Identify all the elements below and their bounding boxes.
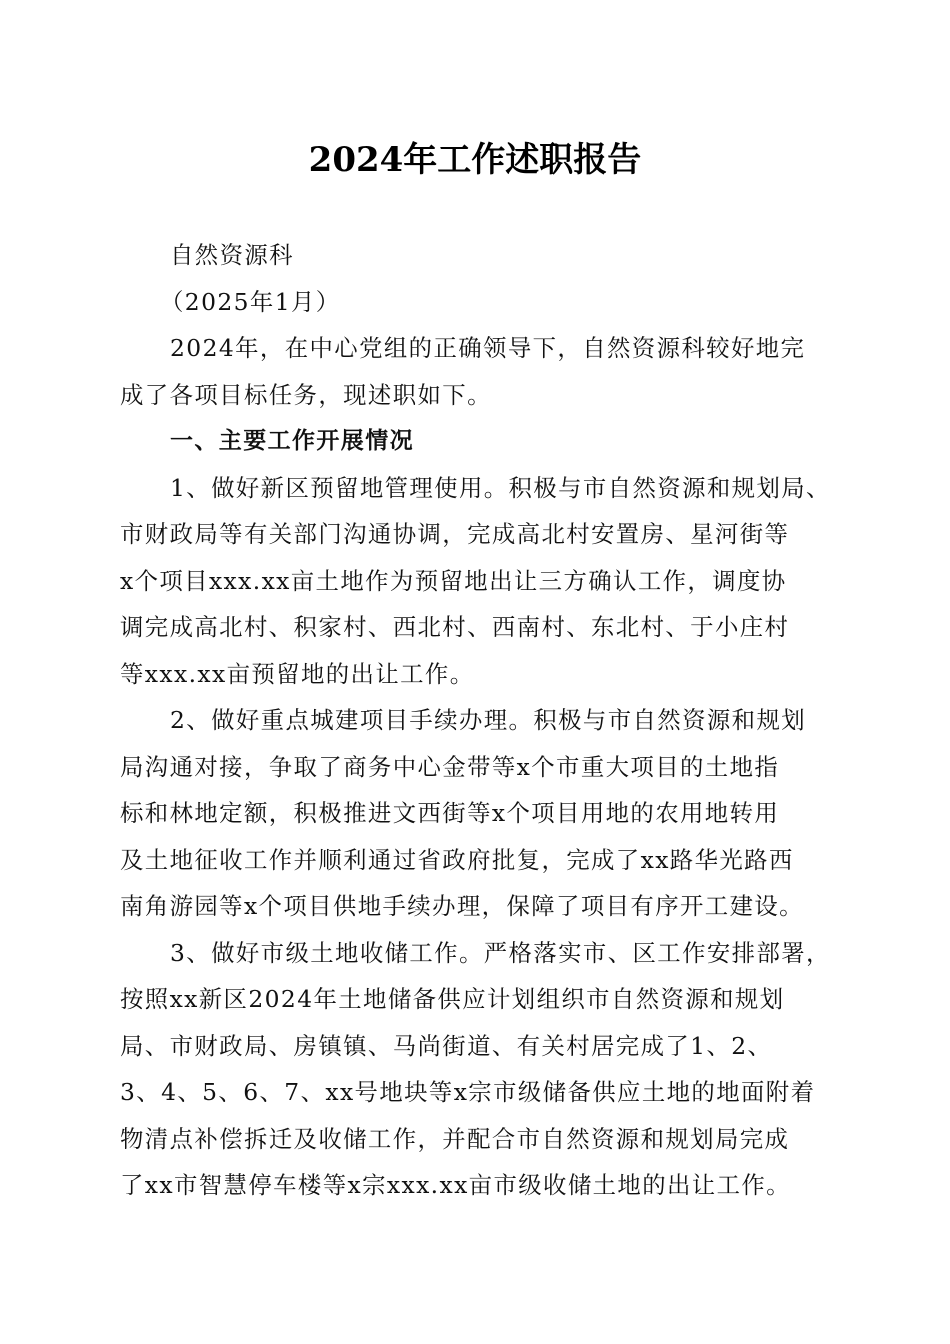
department-line: 自然资源科 xyxy=(170,241,294,269)
item1-line: 1、做好新区预留地管理使用。积极与市自然资源和规划局、 xyxy=(170,473,831,502)
item2-line: 标和林地定额，积极推进文西街等x个项目用地的农用地转用 xyxy=(120,799,780,827)
document-body xyxy=(120,232,840,1209)
date-line: （2025年1月） xyxy=(160,287,341,316)
item3-line: 局、市财政局、房镇镇、马尚街道、有关村居完成了1、2、 xyxy=(120,1031,773,1060)
document-title: 2024年工作述职报告 xyxy=(308,140,642,180)
item3-line: 3、做好市级土地收储工作。严格落实市、区工作安排部署， xyxy=(170,938,831,967)
item2-line: 局沟通对接，争取了商务中心金带等x个市重大项目的土地指 xyxy=(120,752,780,781)
item2-line: 及土地征收工作并顺利通过省政府批复，完成了xx路华光路西 xyxy=(120,845,794,874)
item3-line: 按照xx新区2024年土地储备供应计划组织市自然资源和规划 xyxy=(120,985,785,1013)
item3-line: 了xx市智慧停车楼等x宗xxx.xx亩市级收储土地的出让工作。 xyxy=(120,1171,791,1199)
item3-line: 物清点补偿拆迁及收储工作，并配合市自然资源和规划局完成 xyxy=(120,1124,790,1153)
intro-line: 成了各项目标任务，现述职如下。 xyxy=(120,380,492,409)
item3-line: 3、4、5、6、7、xx号地块等x宗市级储备供应土地的地面附着 xyxy=(120,1078,816,1106)
item2-line: 南角游园等x个项目供地手续办理，保障了项目有序开工建设。 xyxy=(120,892,804,920)
item1-line: 等xxx.xx亩预留地的出让工作。 xyxy=(120,659,475,688)
item1-line: 调完成高北村、积家村、西北村、西南村、东北村、于小庄村 xyxy=(120,613,790,641)
item1-line: x个项目xxx.xx亩土地作为预留地出让三方确认工作，调度协 xyxy=(120,566,787,595)
item2-line: 2、做好重点城建项目手续办理。积极与市自然资源和规划 xyxy=(170,706,807,734)
intro-line: 2024年，在中心党组的正确领导下，自然资源科较好地完 xyxy=(170,334,806,362)
section-heading: 一、主要工作开展情况 xyxy=(170,428,414,454)
item1-line: 市财政局等有关部门沟通协调，完成高北村安置房、星河街等 xyxy=(120,520,790,548)
